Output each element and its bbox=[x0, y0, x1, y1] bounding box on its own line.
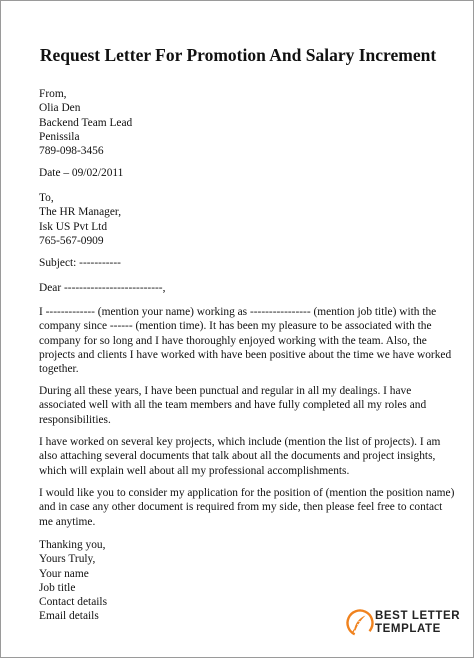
to-label: To, bbox=[39, 192, 54, 204]
paragraph-line: projects and clients I have worked with have been positive about the time we have worked bbox=[39, 348, 452, 361]
paragraph-line: I ------------- (mention your name) working as ---------------- (mention job title) with the bbox=[39, 306, 437, 318]
sender-name: Olia Den bbox=[39, 102, 81, 115]
closing-regards: Yours Truly, bbox=[39, 553, 96, 566]
subject-text: Subject: ----------- bbox=[39, 257, 121, 269]
closing-block bbox=[39, 538, 107, 624]
closing-thanks: Thanking you, bbox=[39, 539, 106, 551]
sender-title: Backend Team Lead bbox=[39, 116, 133, 129]
logo-line-2: TEMPLATE bbox=[375, 623, 441, 635]
sender-location: Penissila bbox=[39, 130, 80, 143]
body-paragraph-2 bbox=[39, 384, 439, 427]
salutation-line bbox=[39, 281, 165, 295]
paragraph-line: company for so long and I have thoroughly enjoyed working with the team. Also, the bbox=[39, 334, 427, 347]
paragraph-line: During all these years, I have been punctual and regular in all my dealings. I have bbox=[39, 385, 412, 397]
paragraph-line: which will explain well about all my professional accomplishments. bbox=[39, 464, 350, 477]
date-line bbox=[39, 166, 123, 180]
logo-line-1: BEST LETTER bbox=[375, 610, 461, 622]
letter-title: Request Letter For Promotion And Salary Increment bbox=[39, 45, 437, 65]
paragraph-line: responsibilities. bbox=[39, 413, 111, 426]
letter-date: Date – 09/02/2011 bbox=[39, 167, 124, 179]
sender-phone: 789-098-3456 bbox=[39, 145, 104, 158]
body-paragraph-1 bbox=[39, 305, 452, 376]
recipient-phone: 765-567-0909 bbox=[39, 234, 104, 247]
paragraph-line: company since ------ (mention time). It has been my pleasure to be associated with the bbox=[39, 320, 432, 333]
body-paragraph-3 bbox=[39, 435, 439, 478]
paragraph-line: and in case any other document is required from my side, then please feel free to contact bbox=[39, 501, 443, 514]
closing-email: Email details bbox=[39, 610, 99, 623]
paragraph-line: I have worked on several key projects, which include (mention the list of projects). I am bbox=[39, 436, 441, 448]
salutation-text: Dear --------------------------, bbox=[39, 282, 166, 294]
paragraph-line: together. bbox=[39, 363, 79, 376]
recipient-title: The HR Manager, bbox=[39, 206, 122, 219]
body-paragraph-4 bbox=[39, 486, 455, 529]
subject-line bbox=[39, 256, 121, 270]
quill-pen-icon bbox=[345, 608, 375, 638]
from-label: From, bbox=[39, 88, 67, 100]
paragraph-line: me anytime. bbox=[39, 515, 96, 528]
paragraph-line: also attaching several documents that talk about all the documents and project insights, bbox=[39, 450, 436, 463]
paragraph-line: I would like you to consider my application for the position of (mention the position name) bbox=[39, 487, 455, 499]
closing-contact: Contact details bbox=[39, 596, 108, 609]
paragraph-line: associated well with all the team members and have fully completed all my roles and bbox=[39, 399, 427, 412]
recipient-company: Isk US Pvt Ltd bbox=[39, 220, 108, 233]
from-block bbox=[39, 87, 132, 158]
closing-name: Your name bbox=[39, 567, 89, 580]
brand-logo bbox=[341, 604, 461, 644]
to-block bbox=[39, 191, 121, 248]
closing-job-title: Job title bbox=[39, 581, 76, 594]
